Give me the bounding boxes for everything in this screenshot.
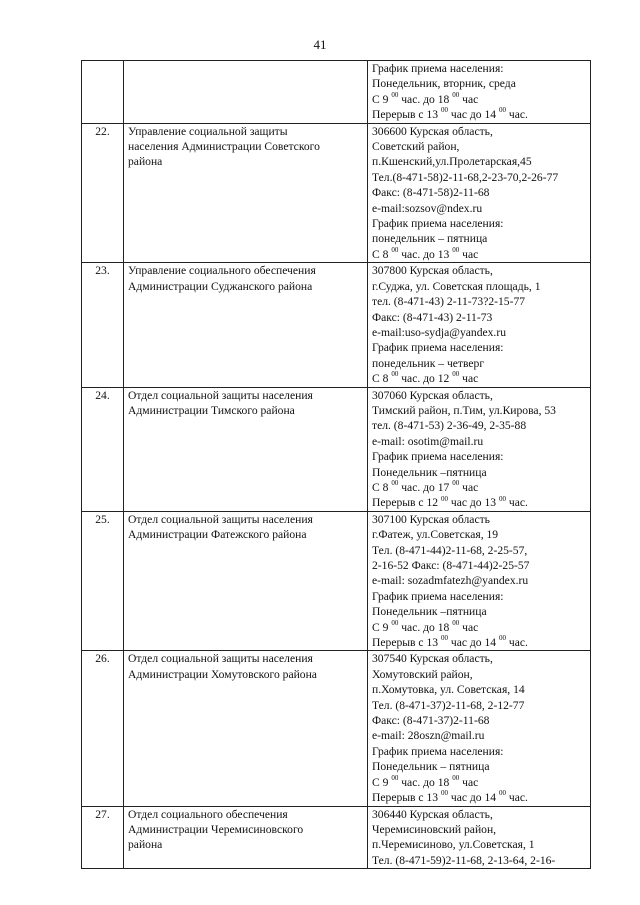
contact-text: час. до 17 [398,480,453,494]
time-minutes-superscript: 00 [391,370,399,379]
contact-text: С 9 [372,620,392,634]
contact-text: 307060 Курская область, [372,388,493,402]
contact-text: час. [505,791,528,805]
contact-text: 307800 Курская область, [372,264,493,278]
contact-line [372,371,586,386]
organization-name-line: Администрации Хомутовского района [128,667,317,681]
organization-name-line: Отдел социальной защиты населения [128,652,313,666]
row-number: 27. [82,806,124,869]
contact-text: тел. (8-471-53) 2-36-49, 2-35-88 [372,419,527,433]
contact-text: час до 13 [447,496,499,510]
contact-text: час. до 18 [398,92,453,106]
time-minutes-superscript: 00 [391,479,399,488]
contact-line [372,356,586,371]
contact-line [372,480,586,495]
table-row [82,806,591,869]
contact-text: час [459,480,479,494]
contact-text: 2-16-52 Факс: (8-471-44)2-25-57 [372,559,530,572]
time-minutes-superscript: 00 [391,618,399,627]
contact-line [372,713,586,728]
contact-details [368,123,591,263]
contact-details [368,61,591,124]
contact-details [368,263,591,387]
contact-text: час [459,247,479,261]
contact-line [372,76,586,91]
organization-name [124,651,368,806]
contact-line [372,682,586,697]
contact-text: С 8 [372,247,392,261]
time-minutes-superscript: 00 [498,634,506,643]
contact-line [372,170,586,185]
contact-text: час до 14 [447,791,499,805]
contact-text: График приема населения: [372,450,504,464]
contact-text: График приема населения: [372,589,504,603]
contact-line [372,558,586,573]
contact-text: Перерыв с 13 [372,108,441,122]
organization-name-line: района [128,155,163,169]
contact-line [372,263,586,278]
contact-text: час [459,372,479,386]
contact-line [372,325,586,340]
contact-text: понедельник – пятница [372,232,488,246]
contact-line [372,775,586,790]
contact-details [368,387,591,511]
contact-line [372,340,586,355]
contact-line [372,231,586,246]
contact-text: e-mail: osotim@mail.ru [372,434,484,448]
table-row [82,387,591,511]
row-number [82,61,124,124]
organization-name [124,511,368,651]
contact-line [372,418,586,433]
contact-line [372,543,586,558]
contact-text: Факс: (8-471-58)2-11-68 [372,186,490,200]
time-minutes-superscript: 00 [498,494,506,503]
time-minutes-superscript: 00 [452,773,460,782]
contact-text: 307540 Курская область, [372,652,493,666]
row-number: 25. [82,511,124,651]
contact-text: Черемисиновский район, [372,822,497,836]
contact-text: час [459,620,479,634]
table-row [82,511,591,651]
contact-text: тел. (8-471-43) 2-11-73?2-15-77 [372,295,526,309]
organization-name-line: Отдел социальной защиты населения [128,512,313,526]
contact-line [372,279,586,294]
contact-text: Понедельник –пятница [372,465,487,479]
contact-text: Тимский район, п.Тим, ул.Кирова, 53 [372,403,556,417]
contact-line [372,61,586,76]
contact-text: 307100 Курская область [372,512,490,526]
contact-text: Понедельник –пятница [372,605,487,619]
time-minutes-superscript: 00 [391,90,399,99]
contact-line [372,573,586,588]
organization-name-line: Администрации Фатежского района [128,528,307,542]
contact-text: час до 14 [447,636,499,650]
contact-text: Понедельник – пятница [372,760,490,774]
organization-name [124,61,368,124]
contact-text: час. до 12 [398,372,453,386]
time-minutes-superscript: 00 [391,773,399,782]
time-minutes-superscript: 00 [452,246,460,255]
contact-line [372,310,586,325]
contact-details [368,651,591,806]
contact-line [372,124,586,139]
table-row [82,651,591,806]
contact-line [372,139,586,154]
contact-text: п.Кшенский,ул.Пролетарская,45 [372,155,532,169]
contact-text: Тел.(8-471-58)2-11-68,2-23-70,2-26-77 [372,170,559,184]
contact-text: Советский район, [372,140,460,154]
time-minutes-superscript: 00 [440,634,448,643]
contact-text: 306600 Курская область, [372,124,493,138]
contact-text: понедельник – четверг [372,356,485,370]
contact-text: Тел. (8-471-44)2-11-68, 2-25-57, [372,543,528,557]
contact-text: час до 14 [447,108,499,122]
organization-name-line: населения Администрации Советского [128,140,320,154]
contact-text: График приема населения: [372,62,504,75]
contact-line [372,434,586,449]
contact-text: Тел. (8-471-59)2-11-68, 2-13-64, 2-16- [372,853,556,867]
contact-line [372,837,586,852]
row-number: 26. [82,651,124,806]
contact-line [372,495,586,510]
table-row [82,123,591,263]
contact-line [372,92,586,107]
contact-line [372,107,586,122]
organization-name-line: Управление социальной защиты [128,124,288,138]
organization-name [124,387,368,511]
time-minutes-superscript: 00 [452,370,460,379]
contact-text: Тел. (8-471-37)2-11-68, 2-12-77 [372,698,525,712]
contact-text: Понедельник, вторник, среда [372,77,516,91]
time-minutes-superscript: 00 [498,106,506,115]
contact-text: г.Фатеж, ул.Советская, 19 [372,528,499,542]
contact-text: e-mail: sozadmfatezh@yandex.ru [372,574,529,588]
contact-text: Хомутовский район, [372,667,473,681]
contact-line [372,698,586,713]
table-body [82,61,591,869]
contact-text: п.Хомутовка, ул. Советская, 14 [372,683,525,697]
time-minutes-superscript: 00 [452,618,460,627]
table-row [82,61,591,124]
contact-text: С 8 [372,372,392,386]
contact-text: п.Черемисиново, ул.Советская, 1 [372,838,535,852]
time-minutes-superscript: 00 [440,494,448,503]
contact-text: час. до 13 [398,247,453,261]
contact-line [372,667,586,682]
contact-text: С 9 [372,775,392,789]
contact-text: Факс: (8-471-37)2-11-68 [372,714,490,728]
contact-line [372,388,586,403]
contact-text: час [459,775,479,789]
organization-name-line: Управление социального обеспечения [128,264,316,278]
organization-name-line: Администрации Черемисиновского [128,822,304,836]
contact-line [372,449,586,464]
time-minutes-superscript: 00 [440,789,448,798]
organization-name-line: района [128,838,163,852]
contact-line [372,465,586,480]
contact-text: e-mail:uso-sydja@yandex.ru [372,325,506,339]
row-number: 22. [82,123,124,263]
contact-text: час. до 18 [398,775,453,789]
time-minutes-superscript: 00 [452,90,460,99]
contact-line [372,790,586,805]
contact-text: График приема населения: [372,341,504,355]
contact-text: График приема населения: [372,744,504,758]
contact-text: С 8 [372,480,392,494]
contact-line [372,294,586,309]
row-number: 24. [82,387,124,511]
organization-name-line: Администрации Тимского района [128,403,295,417]
contact-line [372,728,586,743]
contact-line [372,201,586,216]
contact-text: Перерыв с 13 [372,791,441,805]
contact-text: e-mail:sozsov@ndex.ru [372,201,483,215]
contact-text: г.Суджа, ул. Советская площадь, 1 [372,279,541,293]
row-number: 23. [82,263,124,387]
table-row [82,263,591,387]
contact-line [372,216,586,231]
contact-details [368,806,591,869]
contact-text: 306440 Курская область, [372,807,493,821]
organization-name [124,806,368,869]
page-number: 41 [313,37,327,52]
contact-text: час. [505,108,528,122]
time-minutes-superscript: 00 [440,106,448,115]
organization-name-line: Отдел социального обеспечения [128,807,288,821]
contact-line [372,604,586,619]
contact-text: час. до 18 [398,620,453,634]
contact-text: час [459,92,479,106]
contact-line [372,527,586,542]
social-protection-offices-table [81,60,591,869]
organization-name-line: Отдел социальной защиты населения [128,388,313,402]
contact-text: График приема населения: [372,217,504,231]
contact-line [372,807,586,822]
time-minutes-superscript: 00 [452,479,460,488]
contact-line [372,651,586,666]
contact-text: Перерыв с 13 [372,636,441,650]
contact-line [372,744,586,759]
contact-line [372,185,586,200]
organization-name [124,263,368,387]
contact-text: Перерыв с 12 [372,496,441,510]
contact-line [372,759,586,774]
contact-line [372,589,586,604]
contact-line [372,403,586,418]
contact-text: Факс: (8-471-43) 2-11-73 [372,310,493,324]
organization-name [124,123,368,263]
time-minutes-superscript: 00 [498,789,506,798]
contact-line [372,512,586,527]
contact-text: час. [505,636,528,650]
contact-details [368,511,591,651]
contact-line [372,154,586,169]
time-minutes-superscript: 00 [391,246,399,255]
contact-text: e-mail: 28oszn@mail.ru [372,729,485,743]
contact-line [372,620,586,635]
organization-name-line: Администрации Суджанского района [128,279,313,293]
contact-text: С 9 [372,92,392,106]
contact-line [372,853,586,868]
contact-line [372,822,586,837]
contact-line [372,635,586,650]
contact-line [372,247,586,262]
contact-text: час. [505,496,528,510]
